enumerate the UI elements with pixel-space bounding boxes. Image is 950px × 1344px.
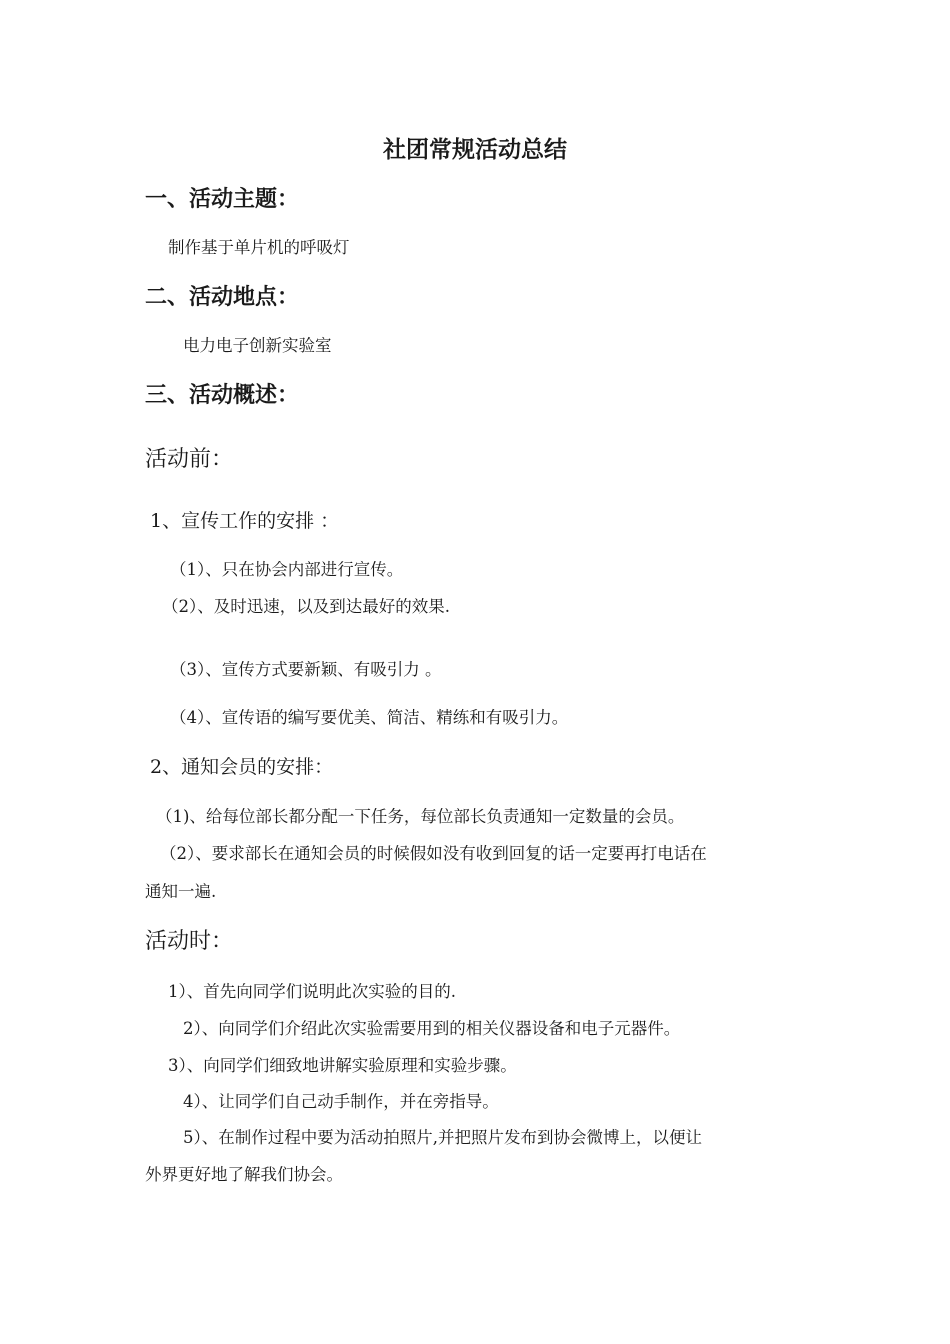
during-item: 2）、向同学们介绍此次实验需要用到的相关仪器设备和电子元器件。 [183,1019,681,1038]
location-text: 电力电子创新实验室 [183,336,332,355]
before-heading: 活动前： [145,447,234,472]
section-heading-theme: 一、活动主题： [145,187,300,212]
publicity-item: （2）、及时迅速，以及到达最好的效果. [162,597,450,616]
page-title: 社团常规活动总结 [383,137,567,163]
publicity-item: （1）、只在协会内部进行宣传。 [170,560,404,579]
notify-heading: 2、通知会员的安排： [150,756,334,778]
theme-text: 制作基于单片机的呼吸灯 [168,238,350,257]
notify-item: 通知一遍. [145,882,217,901]
during-item: 5）、在制作过程中要为活动拍照片,并把照片发布到协会微博上，以便让 [183,1128,702,1147]
during-heading: 活动时： [145,929,234,954]
during-item: 4）、让同学们自己动手制作，并在旁指导。 [183,1092,499,1111]
section-heading-location: 二、活动地点： [145,285,300,310]
during-item: 3）、向同学们细致地讲解实验原理和实验步骤。 [168,1056,517,1075]
notify-item: （1)、给每位部长都分配一下任务，每位部长负责通知一定数量的会员。 [156,807,685,826]
section-heading-overview: 三、活动概述： [145,383,300,408]
publicity-heading: 1、宣传工作的安排 ： [150,510,340,532]
publicity-item: （3）、宣传方式要新颖、有吸引力 。 [170,660,442,679]
during-item: 1）、首先向同学们说明此次实验的目的. [168,982,456,1001]
publicity-item: （4）、宣传语的编写要优美、简洁、精练和有吸引力。 [170,708,569,727]
during-item: 外界更好地了解我们协会。 [145,1165,343,1184]
notify-item: （2）、要求部长在通知会员的时候假如没有收到回复的话一定要再打电话在 [160,844,707,863]
